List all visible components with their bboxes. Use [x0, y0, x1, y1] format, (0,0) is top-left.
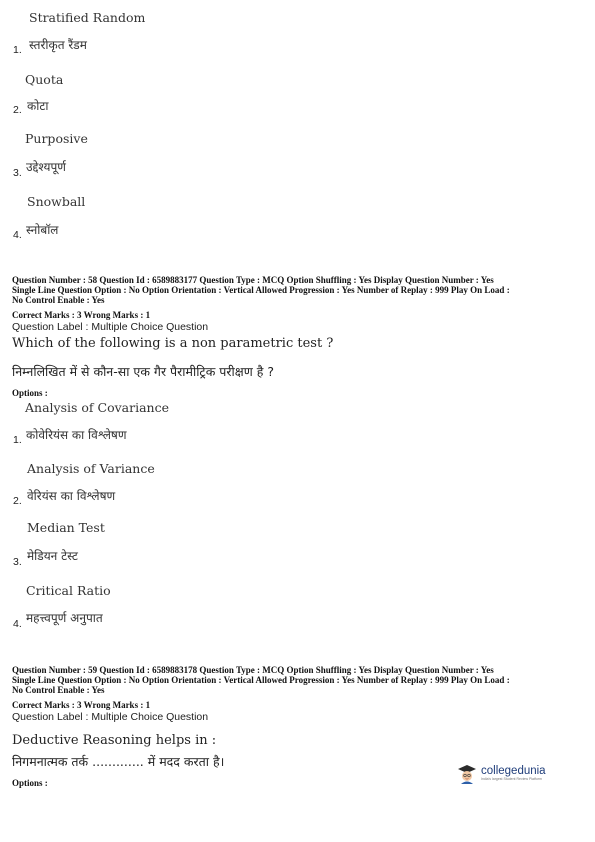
q58-option-4-hindi: महत्त्वपूर्ण अनुपात	[26, 611, 103, 625]
question-text-english: Deductive Reasoning helps in :	[12, 733, 217, 748]
question-marks: Correct Marks : 3 Wrong Marks : 1	[12, 310, 151, 320]
question-meta-line-1: Question Number : 58 Question Id : 6589883177 Question Type : MCQ Option Shuffling : Yes Display Question Number : Yes	[12, 275, 494, 285]
q58-option-3-hindi: मेडियन टेस्ट	[27, 549, 78, 563]
option-2-hindi: कोटा	[27, 99, 49, 113]
q58-option-1-hindi: कोवेरियंस का विश्लेषण	[26, 428, 127, 442]
option-2-number: 2.	[13, 104, 22, 116]
options-heading: Options :	[12, 388, 48, 398]
option-3-number: 3.	[13, 167, 22, 179]
option-4-hindi: स्नोबॉल	[26, 223, 59, 237]
options-heading: Options :	[12, 778, 48, 788]
collegedunia-logo-icon	[456, 762, 478, 784]
q58-option-3-number: 3.	[13, 556, 22, 568]
q58-option-4-number: 4.	[13, 618, 22, 630]
option-2-english: Quota	[25, 72, 64, 87]
collegedunia-brand: collegedunia	[481, 765, 546, 777]
question-meta-line-3: No Control Enable : Yes	[12, 685, 105, 695]
question-meta-line-1: Question Number : 59 Question Id : 6589883178 Question Type : MCQ Option Shuffling : Yes Display Question Number : Yes	[12, 665, 494, 675]
question-text-hindi: निम्नलिखित में से कौन-सा एक गैर पैरामीट्रिक परीक्षण है ?	[12, 364, 274, 379]
q58-option-2-english: Analysis of Variance	[27, 461, 155, 476]
option-1-hindi: स्तरीकृत रैंडम	[29, 38, 87, 52]
question-meta-line-2: Single Line Question Option : No Option Orientation : Vertical Allowed Progression : Yes Number of Replay : 999 Play On Load :	[12, 675, 510, 685]
q58-option-3-english: Median Test	[27, 520, 105, 535]
q58-option-1-number: 1.	[13, 434, 22, 446]
option-4-english: Snowball	[27, 194, 86, 209]
q58-option-1-english: Analysis of Covariance	[25, 400, 169, 415]
option-4-number: 4.	[13, 229, 22, 241]
question-marks: Correct Marks : 3 Wrong Marks : 1	[12, 700, 151, 710]
q58-option-2-hindi: वेरियंस का विश्लेषण	[27, 489, 116, 503]
q58-option-4-english: Critical Ratio	[26, 583, 111, 598]
option-1-english: Stratified Random	[29, 10, 146, 25]
question-text-hindi: निगमनात्मक तर्क ............. में मदद करता है।	[12, 754, 225, 769]
question-label: Question Label : Multiple Choice Question	[12, 321, 209, 333]
option-3-hindi: उद्देश्यपूर्ण	[26, 160, 66, 174]
question-text-english: Which of the following is a non parametric test ?	[12, 336, 334, 351]
q58-option-2-number: 2.	[13, 495, 22, 507]
question-label: Question Label : Multiple Choice Question	[12, 711, 209, 723]
option-3-english: Purposive	[25, 131, 88, 146]
question-meta-line-3: No Control Enable : Yes	[12, 295, 105, 305]
collegedunia-watermark	[456, 762, 546, 784]
question-meta-line-2: Single Line Question Option : No Option Orientation : Vertical Allowed Progression : Yes Number of Replay : 999 Play On Load :	[12, 285, 510, 295]
collegedunia-tagline: India's largest Student Review Platform	[481, 777, 542, 781]
option-1-number: 1.	[13, 44, 22, 56]
